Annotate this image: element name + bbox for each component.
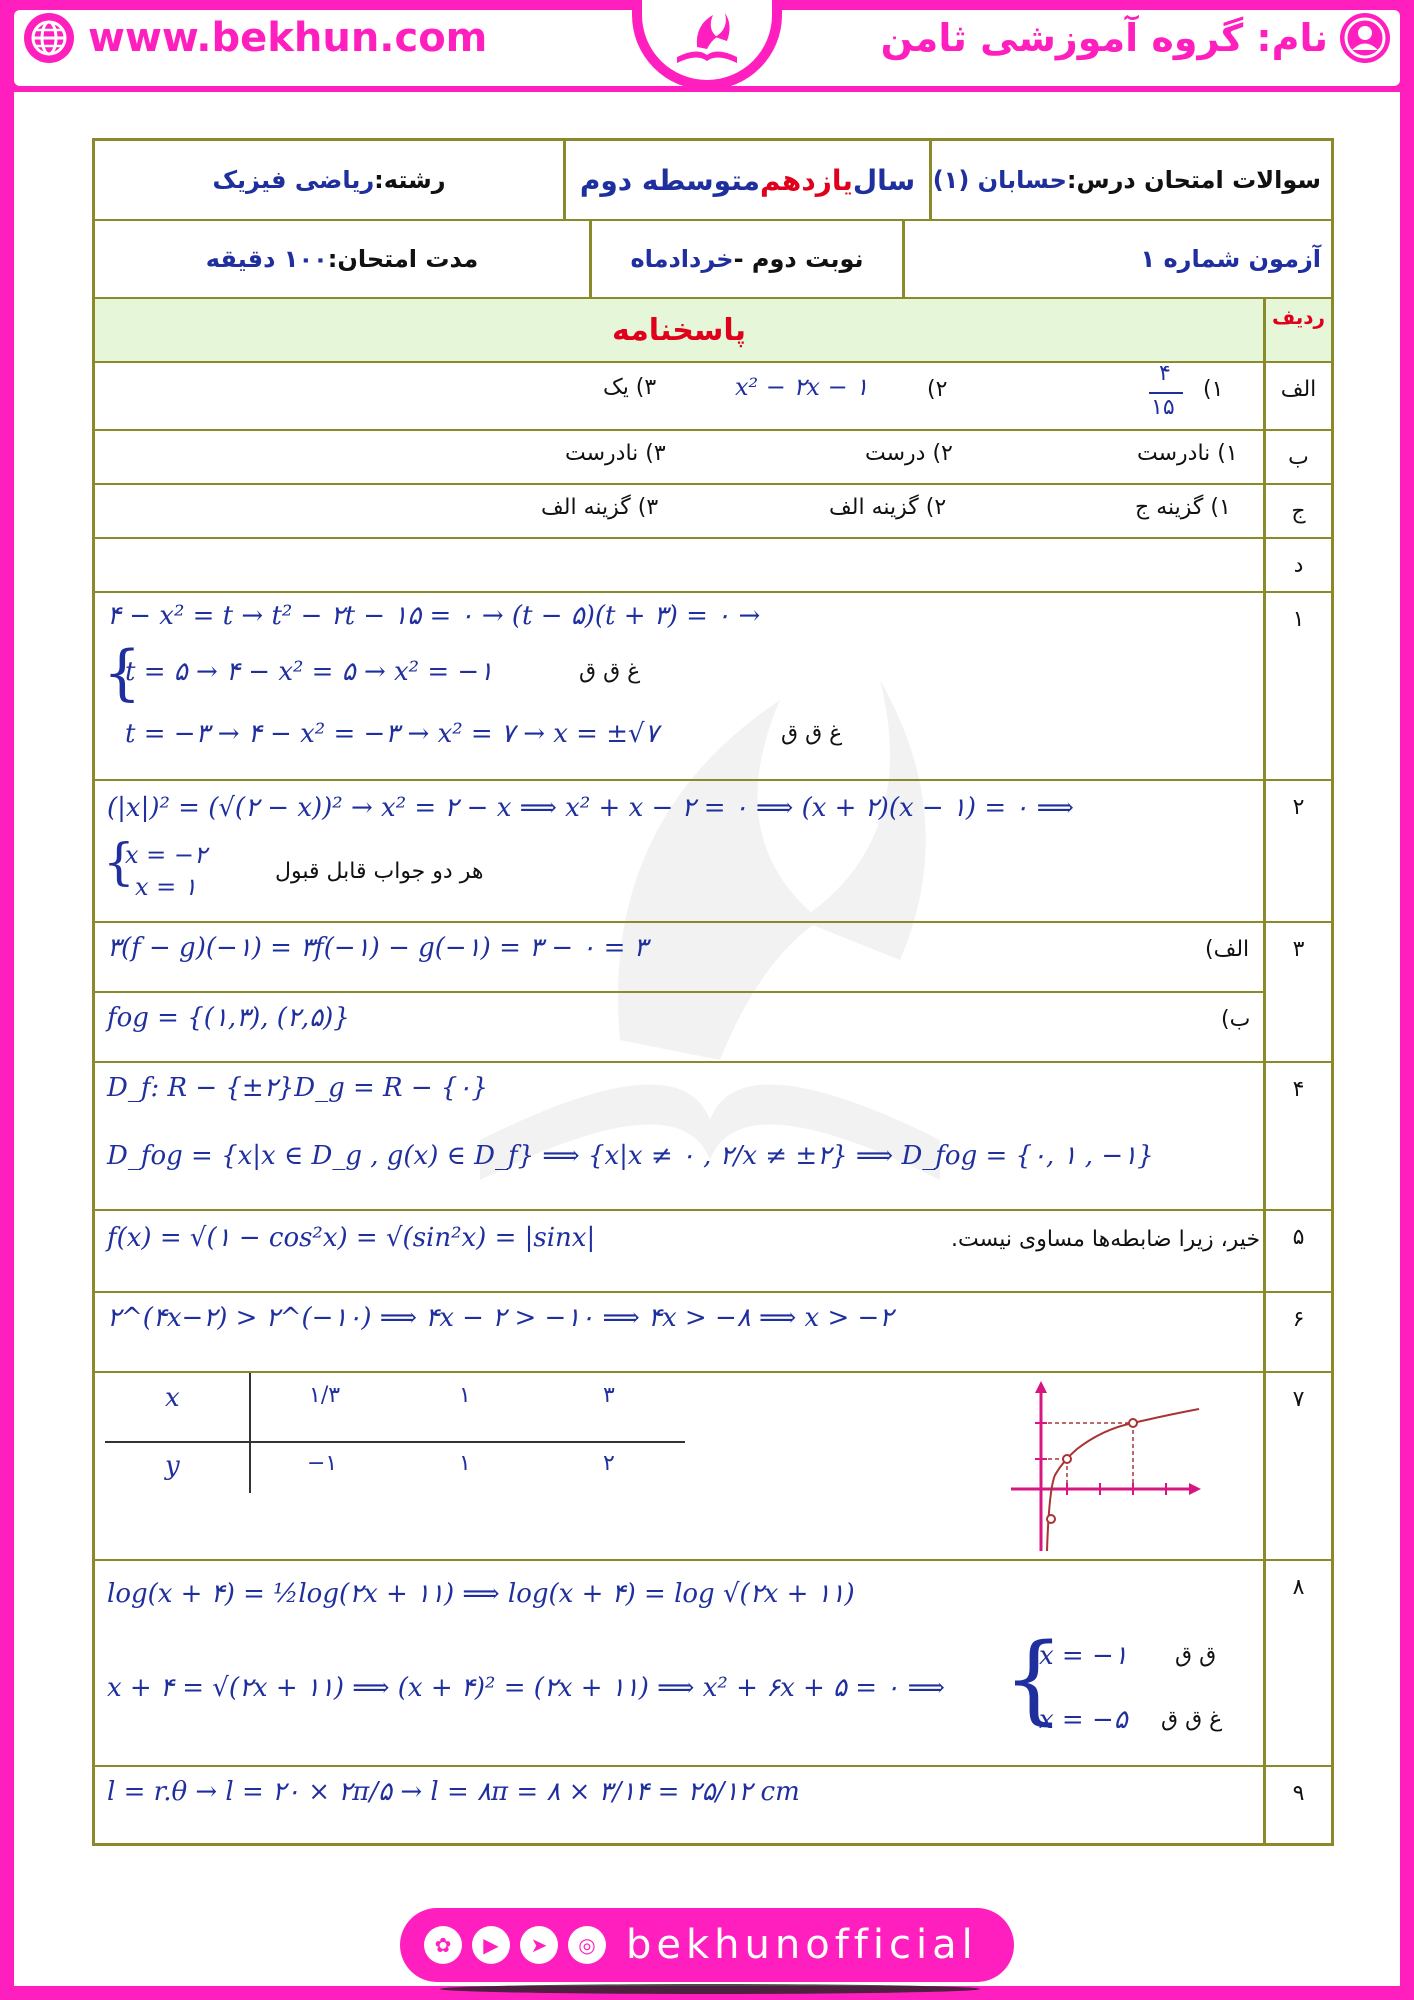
table-x-value-3: ۳ — [603, 1383, 615, 1408]
q2-line-1: (|x|)² = (√(۲ − x))² → x² = ۲ − x ⟹ x² + x − ۲ = ۰ ⟹ (x + ۲)(x − ۱) = ۰ ⟹ — [107, 793, 1074, 823]
field-label: رشته: — [374, 166, 446, 194]
user-icon — [1340, 13, 1390, 63]
point-marker — [1129, 1419, 1137, 1427]
row-content — [95, 593, 1263, 779]
field-cell — [95, 141, 563, 219]
q3-b-label: ب) — [1221, 1007, 1251, 1032]
globe-icon — [24, 13, 74, 63]
row-dal — [95, 539, 1331, 593]
answer-2-expr: x² − ۲x − ۱ — [735, 373, 869, 401]
website-text: www.bekhun.com — [88, 15, 488, 61]
table-y-value-1: −۱ — [307, 1451, 338, 1476]
row-q8 — [95, 1561, 1331, 1767]
row-q4 — [95, 1063, 1331, 1211]
row-index: ۷ — [1263, 1373, 1331, 1559]
answer-1: ۱) گزینه ج — [1135, 495, 1231, 520]
row-index: ۶ — [1263, 1293, 1331, 1371]
term-cell — [589, 221, 905, 297]
row-q9 — [95, 1767, 1331, 1843]
year-highlight: یازدهم — [759, 163, 853, 197]
year-suffix: متوسطه دوم — [579, 163, 760, 197]
row-index: ۹ — [1263, 1767, 1331, 1843]
subject-value: حسابان (۱) — [932, 166, 1067, 194]
q3-a-expr: ۳(f − g)(−۱) = ۳f(−۱) − g(−۱) = ۳ − ۰ = ۳ — [107, 933, 648, 963]
q5-expr: f(x) = √(۱ − cos²x) = √(sin²x) = |sinx| — [107, 1223, 596, 1253]
q3-a-label: الف) — [1205, 937, 1250, 962]
row-q5 — [95, 1211, 1331, 1293]
row-content — [95, 923, 1263, 1061]
row-index: ۴ — [1263, 1063, 1331, 1209]
table-x-value-1: ۱/۳ — [309, 1383, 341, 1408]
brace: { — [103, 638, 142, 708]
row-content — [95, 1211, 1263, 1291]
book-logo-icon — [667, 7, 747, 73]
log-curve — [1047, 1409, 1199, 1551]
row-content — [95, 1373, 1263, 1559]
y-axis-arrow-icon — [1035, 1381, 1047, 1393]
q9-expr: l = r.θ → l = ۲۰ × ۲π/۵ → l = ۸π = ۸ × ۳/۱۴ = ۲۵/۱۲ cm — [107, 1777, 800, 1807]
row-q2 — [95, 781, 1331, 923]
quiz-number: آزمون شماره ۱ — [1140, 245, 1321, 273]
divider — [95, 991, 1263, 993]
q4-line-1: D_f: R − {±۲}D_g = R − {۰} — [107, 1073, 488, 1103]
row-content — [95, 485, 1263, 537]
answer-3: ۳) نادرست — [565, 441, 666, 466]
field-value: ریاضی فیزیک — [212, 166, 375, 194]
row-index: الف — [1263, 363, 1331, 429]
brand-name — [881, 14, 1390, 62]
answer-1-frac-bottom: ۱۵ — [1151, 395, 1175, 420]
answer-3: ۳) یک — [603, 375, 657, 400]
duration-cell — [95, 221, 589, 297]
answer-title: پاسخنامه — [612, 312, 746, 348]
answer-2: ۲) گزینه الف — [829, 495, 947, 520]
row-index: ۵ — [1263, 1211, 1331, 1291]
row-content — [95, 1561, 1263, 1765]
table-y-value-3: ۲ — [603, 1451, 615, 1476]
table-x-value-2: ۱ — [459, 1383, 471, 1408]
instagram-icon[interactable]: ◎ — [568, 1926, 606, 1964]
x-axis-arrow-icon — [1189, 1483, 1201, 1495]
q8-line-1: log(x + ۴) = ½log(۲x + ۱۱) ⟹ log(x + ۴) = log √(۲x + ۱۱) — [107, 1579, 855, 1609]
answer-title-row — [95, 299, 1331, 363]
youtube-icon[interactable]: ▶ — [472, 1926, 510, 1964]
row-index: ۲ — [1263, 781, 1331, 921]
social-handle: bekhunofficial — [626, 1922, 978, 1968]
answer-3: ۳) گزینه الف — [541, 495, 659, 520]
row-content — [95, 363, 1263, 429]
year-prefix: سال — [852, 163, 916, 197]
duration-value: ۱۰۰ دقیقه — [205, 245, 328, 273]
q3-b-expr: fog = {(۱,۳), (۲,۵)} — [107, 1003, 350, 1033]
row-content — [95, 1063, 1263, 1209]
row-index: ب — [1263, 431, 1331, 483]
q2-case-2: x = ۱ — [135, 873, 197, 901]
row-content — [95, 539, 1263, 591]
row-content — [95, 1767, 1263, 1843]
q1-case-1-note: غ ق ق — [579, 659, 641, 684]
row-be — [95, 431, 1331, 485]
table-y-value-2: ۱ — [459, 1451, 471, 1476]
website-link[interactable] — [24, 14, 487, 62]
answer-1: ۱) نادرست — [1137, 441, 1238, 466]
row-index: ۳ — [1263, 923, 1331, 1061]
logo — [642, 0, 772, 80]
aparat-icon[interactable]: ✿ — [424, 1926, 462, 1964]
q2-note: هر دو جواب قابل قبول — [275, 859, 484, 884]
brace: { — [103, 833, 135, 891]
row-jim — [95, 485, 1331, 539]
row-index: ج — [1263, 485, 1331, 537]
q1-case-2: t = −۳ → ۴ − x² = −۳ → x² = ۷ → x = ±√۷ — [125, 719, 659, 749]
answer-2: ۲) درست — [865, 441, 953, 466]
point-marker — [1063, 1455, 1071, 1463]
row-content — [95, 1293, 1263, 1371]
brand-text: نام: گروه آموزشی ثامن — [880, 16, 1328, 60]
table-x-label: x — [165, 1383, 180, 1413]
q8-case-1-note: ق ق — [1175, 1643, 1217, 1668]
answer-title-cell — [95, 299, 1263, 361]
row-index: ۸ — [1263, 1561, 1331, 1765]
exam-header-row-2 — [95, 221, 1331, 299]
table-y-label: y — [165, 1451, 180, 1481]
log-graph — [1007, 1379, 1207, 1555]
term-value: خردادماه — [630, 245, 734, 273]
q6-expr: ۲^(۴x−۲) > ۲^(−۱۰) ⟹ ۴x − ۲ > −۱۰ ⟹ ۴x > −۸ ⟹ x > −۲ — [107, 1303, 894, 1333]
q2-case-1: x = −۲ — [125, 841, 207, 869]
fraction-bar — [1149, 392, 1183, 394]
row-content — [95, 431, 1263, 483]
q5-note: خیر، زیرا ضابطه‌ها مساوی نیست. — [951, 1227, 1261, 1252]
footer-shadow — [440, 1984, 980, 1994]
exam-header-row-1 — [95, 141, 1331, 221]
q8-case-2: x = −۵ — [1039, 1705, 1128, 1735]
table-hline — [105, 1441, 685, 1443]
social-footer[interactable] — [400, 1908, 1014, 1982]
brace: { — [1003, 1623, 1065, 1735]
term-label: نوبت دوم - — [733, 245, 864, 273]
q8-case-1: x = −۱ — [1039, 1641, 1128, 1671]
row-index: ۱ — [1263, 593, 1331, 779]
answer-2-number: ۲) — [927, 377, 948, 402]
row-q3 — [95, 923, 1331, 1063]
row-index: د — [1263, 539, 1331, 591]
q1-case-1: t = ۵ → ۴ − x² = ۵ → x² = −۱ — [125, 657, 494, 687]
point-marker — [1047, 1515, 1055, 1523]
row-q1 — [95, 593, 1331, 781]
answer-1-frac-top: ۴ — [1159, 361, 1171, 386]
row-label: ردیف — [1263, 299, 1331, 361]
telegram-icon[interactable]: ➤ — [520, 1926, 558, 1964]
exam-sheet — [92, 138, 1334, 1846]
row-q6 — [95, 1293, 1331, 1373]
q4-line-2: D_fog = {x|x ∈ D_g , g(x) ∈ D_f} ⟹ {x|x ≠ ۰ , ۲/x ≠ ±۲} ⟹ D_fog = {۰, ۱ , −۱} — [107, 1141, 1154, 1171]
year-cell — [563, 141, 929, 219]
subject-cell — [929, 141, 1331, 219]
q1-case-2-note: غ ق ق — [781, 721, 843, 746]
q1-line-1: ۴ − x² = t → t² − ۲t − ۱۵ = ۰ → (t − ۵)(t + ۳) = ۰ → — [107, 601, 761, 631]
duration-label: مدت امتحان: — [327, 245, 479, 273]
row-content — [95, 781, 1263, 921]
q8-line-2: x + ۴ = √(۲x + ۱۱) ⟹ (x + ۴)² = (۲x + ۱۱) ⟹ x² + ۶x + ۵ = ۰ ⟹ — [107, 1673, 945, 1703]
answer-1-number: ۱) — [1203, 377, 1224, 402]
q8-case-2-note: غ ق ق — [1161, 1707, 1223, 1732]
quiz-cell — [905, 221, 1331, 297]
header-bar — [0, 0, 1414, 92]
row-q7 — [95, 1373, 1331, 1561]
subject-label: سوالات امتحان درس: — [1066, 166, 1321, 194]
table-vline — [249, 1373, 251, 1493]
row-alef — [95, 363, 1331, 431]
